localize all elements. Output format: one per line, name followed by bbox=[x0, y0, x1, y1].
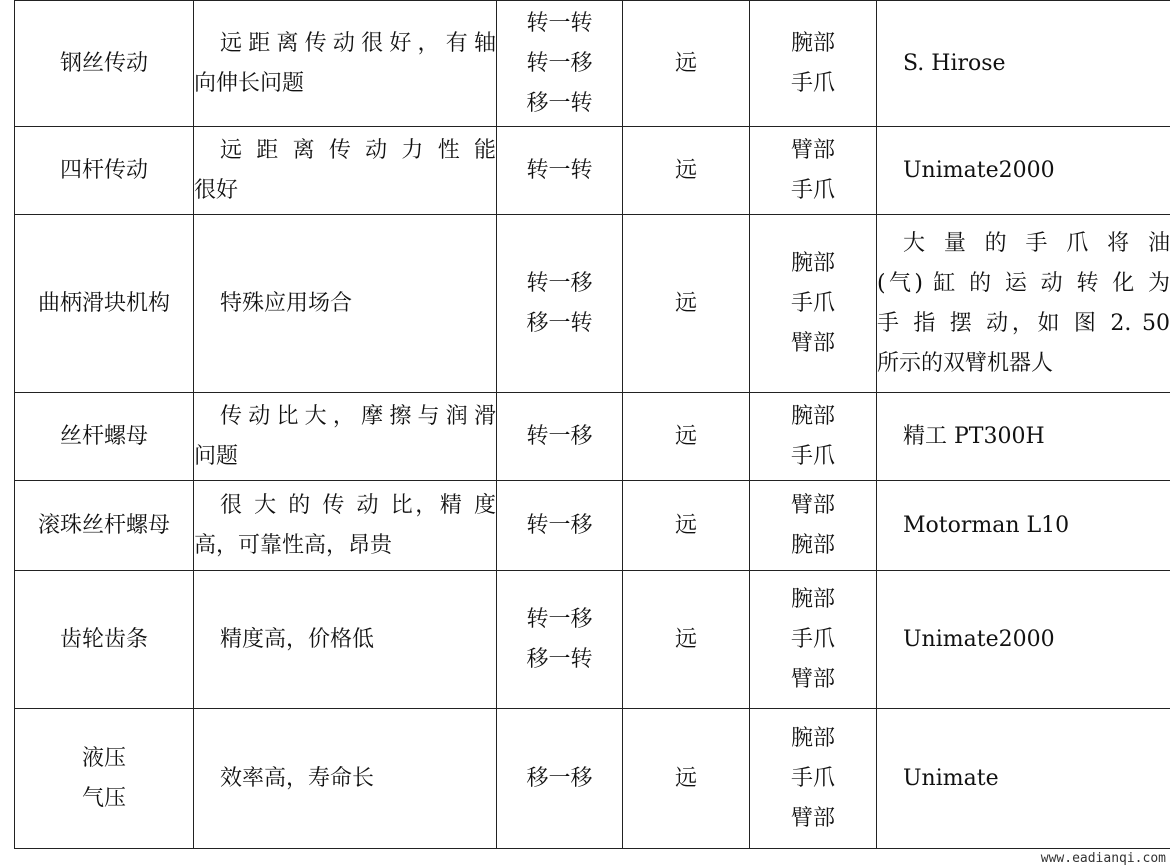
applied-part-line: 腕部 bbox=[790, 30, 835, 56]
applied-part-line: 腕部 bbox=[790, 586, 835, 612]
example-line: (气) 缸 的 运 动 转 化 为 bbox=[877, 270, 1170, 296]
applied-part-line: 手爪 bbox=[790, 626, 835, 652]
applied-part-line: 臂部 bbox=[790, 137, 835, 163]
motion-type-line: 转一移 bbox=[526, 50, 593, 76]
mechanism-cell bbox=[15, 571, 194, 709]
motion-type-line: 转一转 bbox=[526, 157, 593, 183]
table-row bbox=[15, 215, 1170, 393]
example-line: 所示的双臂机器人 bbox=[877, 350, 1054, 376]
applied-part-line: 臂部 bbox=[790, 492, 835, 518]
applied-part-line: 手爪 bbox=[790, 70, 835, 96]
example-line: Unimate bbox=[903, 765, 999, 791]
transmission-comparison-table bbox=[14, 0, 1170, 849]
features-cell bbox=[194, 709, 497, 849]
features-cell bbox=[194, 481, 497, 571]
features-line: 高，可靠性高，昂贵 bbox=[194, 532, 393, 558]
distance-cell bbox=[623, 571, 750, 709]
table-row bbox=[15, 481, 1170, 571]
features-line: 远 距 离 传 动 力 性 能 bbox=[220, 137, 496, 163]
table-row bbox=[15, 571, 1170, 709]
applied-part-line: 手爪 bbox=[790, 443, 835, 469]
motion-type-line: 转一转 bbox=[526, 10, 593, 36]
example-cell bbox=[877, 215, 1170, 393]
applied-part-line: 臂部 bbox=[790, 666, 835, 692]
applied-part-cell bbox=[750, 127, 877, 215]
distance-cell bbox=[623, 709, 750, 849]
mechanism-line: 丝杆螺母 bbox=[59, 423, 148, 449]
mechanism-cell bbox=[15, 709, 194, 849]
motion-type-cell bbox=[497, 571, 623, 709]
motion-type-cell bbox=[497, 215, 623, 393]
distance-line: 远 bbox=[674, 626, 697, 652]
example-cell bbox=[877, 481, 1170, 571]
features-cell bbox=[194, 1, 497, 127]
features-line: 传动比大，摩擦与润滑 bbox=[220, 403, 496, 429]
applied-part-cell bbox=[750, 571, 877, 709]
applied-part-cell bbox=[750, 215, 877, 393]
motion-type-line: 移一移 bbox=[526, 765, 593, 791]
motion-type-line: 转一移 bbox=[526, 512, 593, 538]
distance-cell bbox=[623, 1, 750, 127]
distance-line: 远 bbox=[674, 50, 697, 76]
applied-part-line: 臂部 bbox=[790, 330, 835, 356]
table-row bbox=[15, 393, 1170, 481]
features-line: 很 大 的 传 动 比，精 度 bbox=[220, 492, 496, 518]
distance-line: 远 bbox=[674, 290, 697, 316]
applied-part-line: 腕部 bbox=[790, 532, 835, 558]
motion-type-line: 移一转 bbox=[526, 310, 593, 336]
table-body bbox=[15, 1, 1170, 849]
applied-part-line: 手爪 bbox=[790, 177, 835, 203]
example-cell bbox=[877, 127, 1170, 215]
example-cell bbox=[877, 571, 1170, 709]
table-row bbox=[15, 127, 1170, 215]
example-line: S. Hirose bbox=[903, 50, 1006, 76]
applied-part-line: 腕部 bbox=[790, 403, 835, 429]
table-row bbox=[15, 709, 1170, 849]
mechanism-line: 液压 bbox=[81, 745, 126, 771]
example-line: 手 指 摆 动，如 图 2. 50 bbox=[877, 310, 1170, 336]
features-line: 精度高，价格低 bbox=[220, 626, 375, 652]
distance-line: 远 bbox=[674, 423, 697, 449]
example-line: 精工 PT300H bbox=[903, 423, 1045, 449]
motion-type-cell bbox=[497, 1, 623, 127]
motion-type-line: 转一移 bbox=[526, 270, 593, 296]
watermark: www.eadianqi.com bbox=[1040, 851, 1166, 866]
example-cell bbox=[877, 709, 1170, 849]
mechanism-cell bbox=[15, 127, 194, 215]
motion-type-line: 移一转 bbox=[526, 90, 593, 116]
mechanism-line: 曲柄滑块机构 bbox=[37, 290, 170, 316]
features-cell bbox=[194, 215, 497, 393]
distance-line: 远 bbox=[674, 157, 697, 183]
distance-line: 远 bbox=[674, 765, 697, 791]
features-cell bbox=[194, 393, 497, 481]
example-line: 大 量 的 手 爪 将 油 bbox=[903, 230, 1170, 256]
example-line: Unimate2000 bbox=[903, 626, 1055, 652]
applied-part-line: 腕部 bbox=[790, 250, 835, 276]
mechanism-cell bbox=[15, 393, 194, 481]
mechanism-cell bbox=[15, 481, 194, 571]
mechanism-cell bbox=[15, 1, 194, 127]
applied-part-cell bbox=[750, 481, 877, 571]
table-row bbox=[15, 1, 1170, 127]
motion-type-line: 转一移 bbox=[526, 606, 593, 632]
applied-part-line: 手爪 bbox=[790, 765, 835, 791]
motion-type-line: 移一转 bbox=[526, 646, 593, 672]
features-line: 向伸长问题 bbox=[194, 70, 305, 96]
features-line: 问题 bbox=[194, 443, 239, 469]
mechanism-line: 滚珠丝杆螺母 bbox=[37, 512, 170, 538]
features-cell bbox=[194, 571, 497, 709]
applied-part-line: 腕部 bbox=[790, 725, 835, 751]
distance-cell bbox=[623, 393, 750, 481]
motion-type-line: 转一移 bbox=[526, 423, 593, 449]
motion-type-cell bbox=[497, 709, 623, 849]
applied-part-cell bbox=[750, 1, 877, 127]
mechanism-line: 气压 bbox=[81, 785, 126, 811]
example-cell bbox=[877, 1, 1170, 127]
distance-cell bbox=[623, 481, 750, 571]
mechanism-line: 钢丝传动 bbox=[59, 50, 148, 76]
features-line: 效率高，寿命长 bbox=[220, 765, 375, 791]
applied-part-cell bbox=[750, 393, 877, 481]
motion-type-cell bbox=[497, 393, 623, 481]
features-cell bbox=[194, 127, 497, 215]
applied-part-cell bbox=[750, 709, 877, 849]
applied-part-line: 手爪 bbox=[790, 290, 835, 316]
distance-cell bbox=[623, 215, 750, 393]
applied-part-line: 臂部 bbox=[790, 805, 835, 831]
features-line: 远距离传动很好，有轴 bbox=[220, 30, 496, 56]
motion-type-cell bbox=[497, 481, 623, 571]
example-line: Motorman L10 bbox=[903, 512, 1070, 538]
mechanism-line: 齿轮齿条 bbox=[59, 626, 148, 652]
features-line: 很好 bbox=[194, 177, 239, 203]
example-cell bbox=[877, 393, 1170, 481]
mechanism-cell bbox=[15, 215, 194, 393]
distance-cell bbox=[623, 127, 750, 215]
features-line: 特殊应用场合 bbox=[220, 290, 353, 316]
example-line: Unimate2000 bbox=[903, 157, 1055, 183]
motion-type-cell bbox=[497, 127, 623, 215]
mechanism-line: 四杆传动 bbox=[59, 157, 148, 183]
distance-line: 远 bbox=[674, 512, 697, 538]
